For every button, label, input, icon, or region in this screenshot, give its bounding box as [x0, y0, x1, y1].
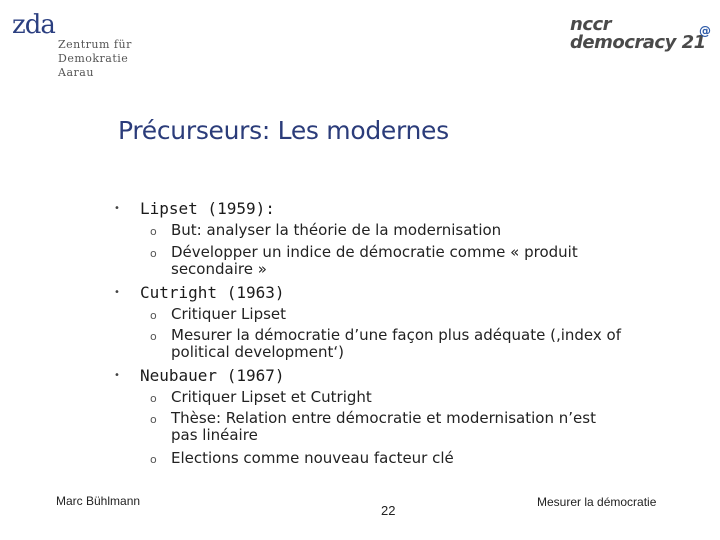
bullet-icon: • [114, 287, 120, 298]
sub-item-neubauer-thesis: Thèse: Relation entre démocratie et modernisation n’est [171, 409, 596, 427]
sub-item-neubauer-critique: Critiquer Lipset et Cutright [171, 388, 372, 406]
bullet-icon: • [114, 370, 120, 381]
bullet-neubauer: Neubauer (1967) [140, 366, 285, 385]
sub-bullet-icon: o [150, 330, 157, 343]
sub-item-lipset-index: Développer un indice de démocratie comme « produit [171, 243, 578, 261]
sub-bullet-icon: o [150, 309, 157, 322]
bullet-cutright: Cutright (1963) [140, 283, 285, 302]
slide-title: Précurseurs: Les modernes [118, 116, 449, 145]
sub-item-lipset-goal: But: analyser la théorie de la modernisation [171, 221, 502, 239]
sub-item-lipset-index-cont: secondaire » [171, 260, 267, 278]
nccr-logo-line-1: nccr [570, 14, 612, 35]
zda-logo [12, 10, 142, 82]
footer-topic: Mesurer la démocratie [537, 495, 657, 509]
nccr-logo [566, 14, 716, 56]
footer-author: Marc Bühlmann [56, 494, 141, 508]
nccr-at-icon: @ [699, 24, 711, 38]
sub-item-neubauer-thesis-cont: pas linéaire [171, 426, 258, 444]
zda-logo-line-2: Demokratie [58, 52, 129, 65]
sub-bullet-icon: o [150, 247, 157, 260]
bullet-lipset: Lipset (1959): [140, 199, 275, 218]
sub-bullet-icon: o [150, 225, 157, 238]
sub-bullet-icon: o [150, 392, 157, 405]
sub-item-cutright-critique: Critiquer Lipset [171, 305, 287, 323]
page-number: 22 [381, 503, 396, 518]
sub-bullet-icon: o [150, 413, 157, 426]
nccr-logo-line-2: democracy 21 [570, 32, 706, 53]
sub-item-cutright-measure-cont: political development‘) [171, 343, 345, 361]
bullet-icon: • [114, 203, 120, 214]
sub-item-neubauer-elections: Elections comme nouveau facteur clé [171, 449, 454, 467]
zda-logo-mark: zda [12, 10, 55, 40]
sub-item-cutright-measure: Mesurer la démocratie d’une façon plus adéquate (‚index of [171, 326, 621, 344]
sub-bullet-icon: o [150, 453, 157, 466]
zda-logo-line-1: Zentrum für [58, 38, 132, 51]
zda-logo-line-3: Aarau [58, 66, 94, 79]
